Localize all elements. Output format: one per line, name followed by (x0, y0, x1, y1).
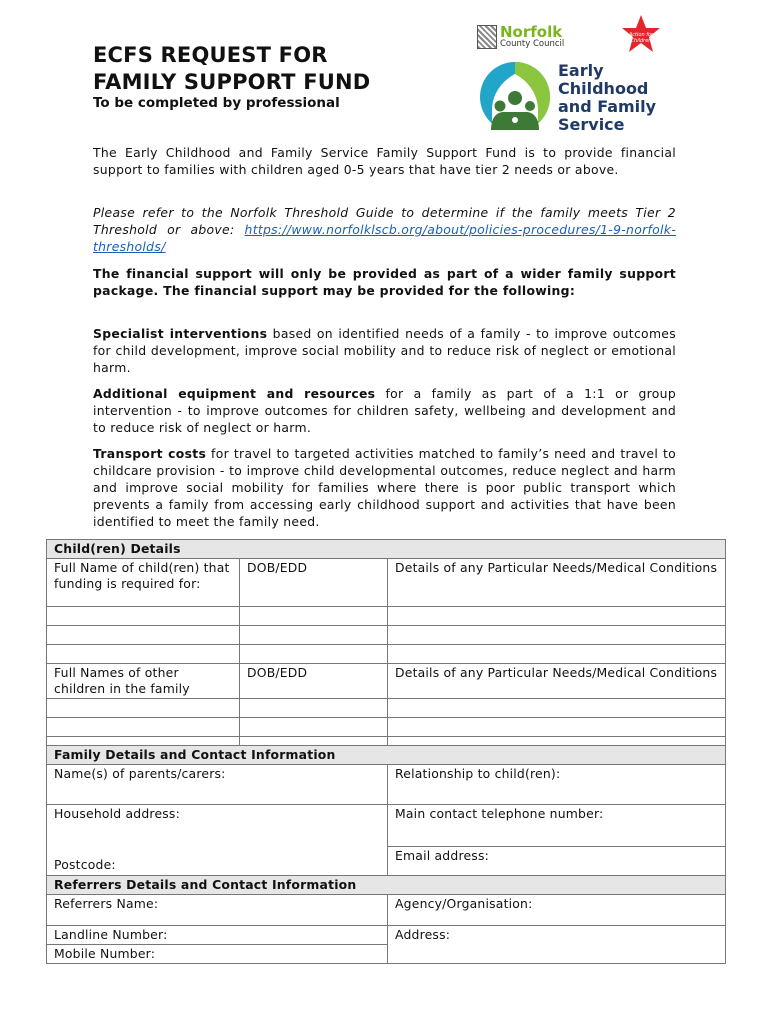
child-name-input[interactable] (47, 607, 240, 626)
parents-carers-field[interactable]: Name(s) of parents/carers: (47, 765, 388, 805)
specialist-interventions-paragraph: Specialist interventions based on identified needs of a family - to improve outcomes for child development, improve social mobility and to reduce risk of neglect or emotional harm. (93, 326, 676, 375)
children-details-table (46, 539, 726, 756)
postcode-label: Postcode: (54, 857, 116, 872)
service-name: Early Childhood and Family Service (558, 61, 657, 134)
support-package-paragraph: The financial support will only be provided as part of a wider family support package. The financial support may be provided for the following: (93, 266, 676, 298)
intro-paragraph: The Early Childhood and Family Service Family Support Fund is to provide financial support to families with children aged 0-5 years that have tier 2 needs or above. (93, 145, 676, 177)
mobile-field[interactable]: Mobile Number: (47, 945, 388, 964)
child-needs-input[interactable] (388, 607, 726, 626)
child-name-header: Full Name of child(ren) that funding is required for: (47, 559, 240, 607)
title-line-1: ECFS REQUEST FOR (93, 43, 328, 67)
svg-text:Children: Children (630, 38, 652, 44)
crest-icon (477, 25, 497, 49)
page-title (93, 42, 370, 96)
svg-text:Action for: Action for (628, 32, 654, 38)
household-address-field[interactable]: Household address: Postcode: (47, 805, 388, 878)
referrer-details-table (46, 875, 726, 964)
other-child-needs-input[interactable] (388, 718, 726, 737)
children-section-heading: Child(ren) Details (47, 540, 726, 559)
ecfs-family-logo-icon (478, 60, 552, 134)
threshold-paragraph: Please refer to the Norfolk Threshold Guide to determine if the family meets Tier 2 Threshold or above: https://www.norfolklscb.org/about/policies-procedures/1-9-norfolk-thresholds/ (93, 205, 676, 254)
child-needs-input[interactable] (388, 645, 726, 664)
norfolk-county-council-logo (477, 25, 564, 49)
email-field[interactable]: Email address: (388, 846, 726, 877)
title-line-2: FAMILY SUPPORT FUND (93, 70, 371, 94)
other-child-needs-input[interactable] (388, 699, 726, 718)
child-needs-input[interactable] (388, 626, 726, 645)
child-needs-header: Details of any Particular Needs/Medical Conditions (388, 559, 726, 607)
other-child-dob-input[interactable] (240, 699, 388, 718)
main-phone-field[interactable]: Main contact telephone number: (388, 805, 726, 847)
child-dob-input[interactable] (240, 645, 388, 664)
child-dob-input[interactable] (240, 626, 388, 645)
referrer-section-heading: Referrers Details and Contact Information (47, 876, 726, 895)
other-child-name-input[interactable] (47, 699, 240, 718)
child-dob-header: DOB/EDD (240, 559, 388, 607)
equipment-resources-paragraph: Additional equipment and resources for a family as part of a 1:1 or group intervention - to improve outcomes for children safety, wellbeing and development and to reduce risk of neglect or harm. (93, 386, 676, 435)
logos-area (470, 10, 690, 140)
other-children-name-header: Full Names of other children in the family (47, 664, 240, 699)
family-details-table (46, 745, 726, 878)
family-section-heading: Family Details and Contact Information (47, 746, 726, 765)
other-children-needs-header: Details of any Particular Needs/Medical Conditions (388, 664, 726, 699)
referrer-address-field[interactable]: Address: (388, 926, 726, 964)
other-children-dob-header: DOB/EDD (240, 664, 388, 699)
council-name: Norfolk (500, 23, 563, 41)
referrer-name-field[interactable]: Referrers Name: (47, 895, 388, 926)
action-for-children-star-icon (620, 14, 662, 54)
council-sub: County Council (500, 39, 565, 49)
threshold-guide-link[interactable]: https://www.norfolklscb.org/about/policies-procedures/1-9-norfolk-thresholds/ (93, 222, 676, 254)
relationship-field[interactable]: Relationship to child(ren): (388, 765, 726, 805)
other-child-name-input[interactable] (47, 718, 240, 737)
agency-field[interactable]: Agency/Organisation: (388, 895, 726, 926)
subtitle: To be completed by professional (93, 95, 340, 111)
child-dob-input[interactable] (240, 607, 388, 626)
other-child-dob-input[interactable] (240, 718, 388, 737)
child-name-input[interactable] (47, 645, 240, 664)
landline-field[interactable]: Landline Number: (47, 926, 388, 945)
transport-costs-paragraph: Transport costs for travel to targeted activities matched to family’s need and travel to childcare provision - to improve child developmental outcomes, reduce neglect and harm and improve social mobility for families where there is poor public transport which prevents a family from accessing early childhood support and activities that have been identified to meet the family need. (93, 446, 676, 529)
child-name-input[interactable] (47, 626, 240, 645)
